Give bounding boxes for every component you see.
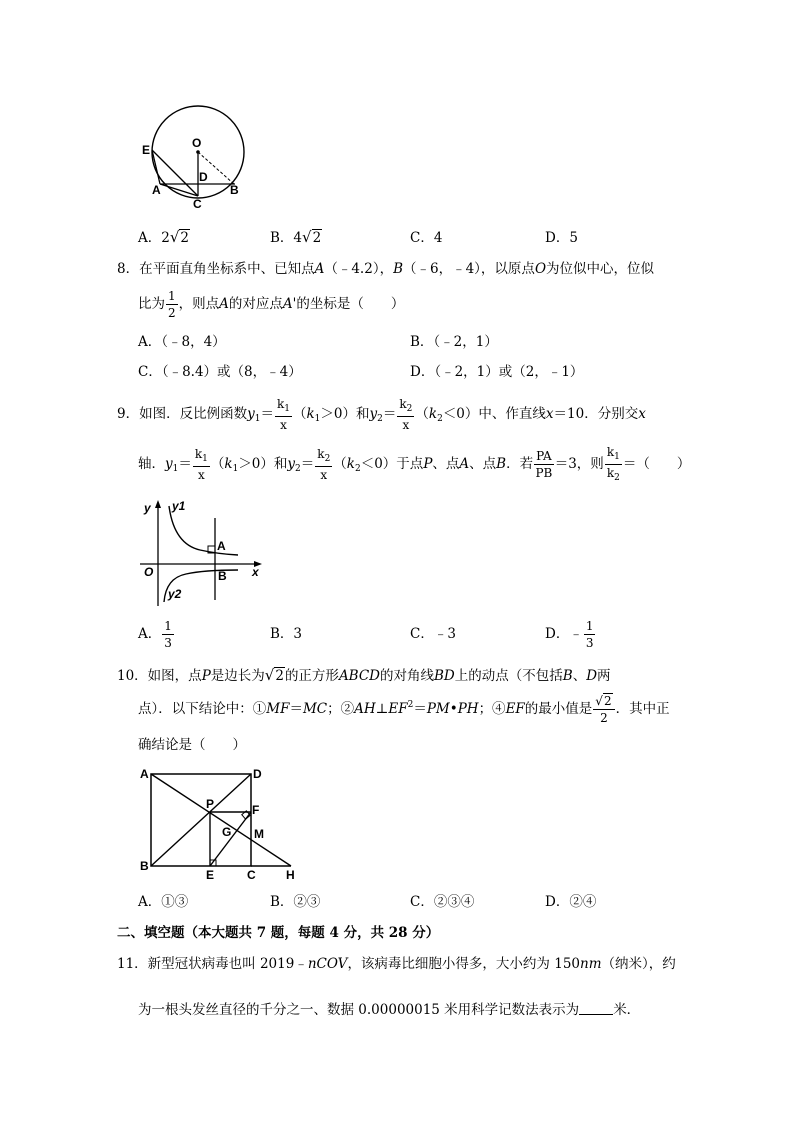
- q11-stem-line2: 为一根头发丝直径的千分之一、数据 0.00000015 米用科学记数法表示为 米．: [138, 1002, 641, 1018]
- q10-label-b: B: [140, 859, 149, 873]
- q7-label-c: C: [193, 197, 202, 210]
- q9-label-y1: y1: [172, 499, 186, 513]
- q8-stem-line1: 8．在平面直角坐标系中、已知点A（﹣4.2），B（﹣6，﹣4），以原点O为位似中心，位似: [117, 261, 655, 277]
- q9-option-c: C．﹣3: [410, 626, 456, 642]
- q9-label-y: y: [144, 501, 151, 515]
- q9-option-a: A． $\frac{1}{3}$: [138, 619, 172, 650]
- q9-label-x: x: [252, 565, 259, 579]
- q7-option-b: B．4√2: [270, 228, 322, 246]
- q10-stem-line1: 10．如图，点P是边长为√2的正方形ABCD的对角线BD上的动点（不包括B、D两: [117, 666, 611, 684]
- q8-option-c: C．（﹣8.4）或（8，﹣4）: [138, 364, 302, 380]
- q9-label-b: B: [218, 569, 227, 583]
- q10-label-g: G: [222, 825, 232, 839]
- section-fill-in-title: 二、填空题（本大题共 7 题，每题 4 分，共 28 分）: [117, 925, 440, 941]
- q9-label-a: A: [217, 539, 226, 553]
- q10-label-m: M: [254, 827, 264, 841]
- q10-label-a: A: [140, 767, 149, 781]
- q7-label-e: E: [142, 143, 151, 157]
- q10-label-p: P: [206, 797, 215, 811]
- q9-hyperbola-figure: [138, 498, 268, 610]
- q9-option-b: B．3: [270, 626, 303, 642]
- q11-answer-blank[interactable]: [579, 1002, 613, 1015]
- q10-stem-line2: 点）．以下结论中：①MF＝MC；$②AH\perp EF^2=PM•PH$；④EF的最小值是 $\frac{√2}{2}$ ．其中正: [138, 694, 670, 725]
- q10-option-a: A．①③: [138, 894, 189, 910]
- q10-label-f: F: [252, 803, 260, 817]
- q10-square-figure: [138, 766, 308, 884]
- q8-ratio-fraction: $\frac{1}{2}$: [168, 289, 176, 320]
- q7-label-a: A: [152, 183, 161, 197]
- q8-option-b: B．（﹣2，1）: [410, 334, 498, 350]
- q10-label-c: C: [247, 868, 256, 882]
- q9-stem-line1: 9．如图．反比例函数$y_1=$ $\frac{k_1}{x}$ $(k_1>0)$和$y_2=$ $\frac{k_2}{x}$ $(k_2<0)$中、作直线x＝10．分别交x: [117, 397, 646, 432]
- q9-label-o: O: [144, 565, 154, 579]
- q7-label-b: B: [230, 183, 239, 197]
- q9-stem-line2: 轴．$y_1=$ $\frac{k_1}{x}$ $(k_1>0)$和$y_2=$ $\frac{k_2}{x}$ $(k_2<0)$于点P、点A、点B．若 $\frac{PA}{PB}$ ＝3，则 $\frac{k_1}{k_2}$ ＝（ ）: [138, 445, 691, 483]
- q7-label-o: O: [192, 136, 202, 150]
- q9-option-d: D．﹣ $\frac{1}{3}$: [545, 619, 594, 650]
- q7-option-d: D．5: [545, 230, 578, 246]
- q7-label-d: D: [199, 170, 208, 184]
- q11-stem-line1: 11．新型冠状病毒也叫 2019﹣nCOV，该病毒比细胞小得多，大小约为 150nm（纳米），约: [117, 956, 676, 972]
- q9-label-y2: y2: [168, 587, 182, 601]
- q8-stem-line2: 比为 $\frac{1}{2}$ ，则点A的对应点A'的坐标是（ ）: [138, 289, 405, 320]
- q7-option-c: C．4: [410, 230, 443, 246]
- q7-option-a: A．2√2: [138, 228, 189, 246]
- q10-stem-line3: 确结论是（ ）: [138, 737, 246, 753]
- q10-label-h: H: [286, 868, 295, 882]
- q10-option-c: C．②③④: [410, 894, 475, 910]
- q10-label-e: E: [206, 868, 215, 882]
- q7-circle-figure: [138, 100, 250, 210]
- q8-option-d: D．（﹣2，1）或（2，﹣1）: [410, 364, 584, 380]
- q10-option-d: D．②④: [545, 894, 597, 910]
- q8-option-a: A．（﹣8，4）: [138, 334, 226, 350]
- q10-label-d: D: [253, 767, 262, 781]
- q10-option-b: B．②③: [270, 894, 321, 910]
